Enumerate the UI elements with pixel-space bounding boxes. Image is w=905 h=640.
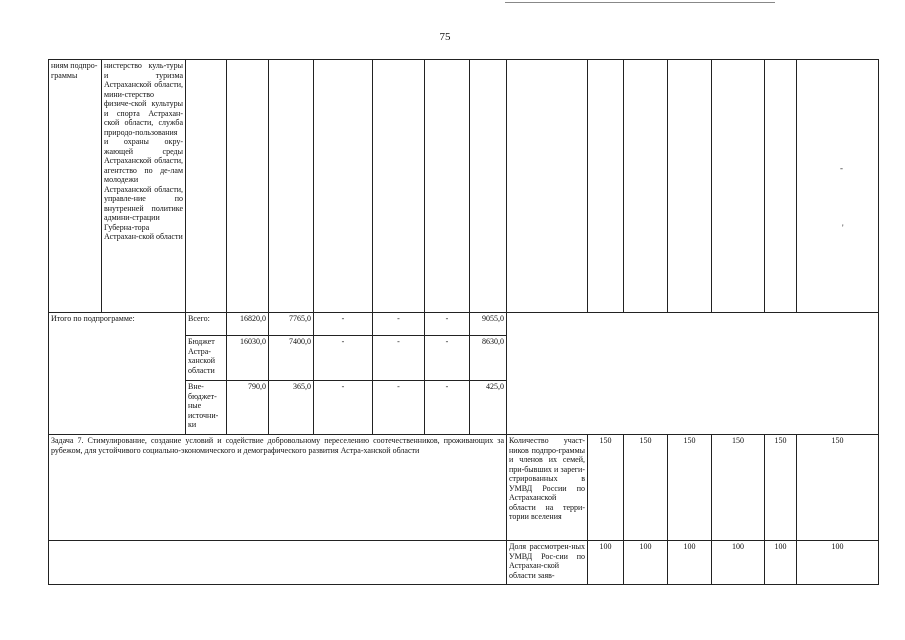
page-number: 75 bbox=[439, 31, 451, 43]
indicator-value: 100 bbox=[797, 541, 879, 585]
value-cell: - bbox=[425, 381, 470, 435]
cell-executors: нистерство куль-туры и туризма Астраханской области, мини-стерство физиче-ской культуры и спорта Астрахан-ской области, служба природо-пользования и охраны окру-жающей среды Астраханской области, агентство по де-лам молодежи Астраханской области, управле-ние по внутренней политике админи-страции Губерна-тора Астрахан-ской области bbox=[102, 60, 186, 313]
indicator-value: 100 bbox=[624, 541, 668, 585]
value-cell: - bbox=[373, 313, 425, 336]
indicator-value: 100 bbox=[765, 541, 797, 585]
table-row bbox=[49, 60, 879, 313]
empty-region bbox=[507, 313, 879, 435]
indicator-value: 100 bbox=[712, 541, 765, 585]
value-cell: 16820,0 bbox=[227, 313, 269, 336]
stray-mark: - bbox=[840, 163, 843, 173]
indicator-value: 150 bbox=[668, 435, 712, 541]
value-cell: 365,0 bbox=[269, 381, 314, 435]
indicator-value: 100 bbox=[588, 541, 624, 585]
indicator-value: 150 bbox=[588, 435, 624, 541]
value-cell: - bbox=[314, 313, 373, 336]
indicator-value: 150 bbox=[712, 435, 765, 541]
value-cell: - bbox=[373, 336, 425, 381]
table-row bbox=[49, 541, 879, 585]
value-cell: 7400,0 bbox=[269, 336, 314, 381]
value-cell: - bbox=[314, 381, 373, 435]
indicator-value: 150 bbox=[797, 435, 879, 541]
indicator-name: Количество участ-ников подпро-граммы и членов их семей, при-бывших и зареги-стрированных в УМВД России по Астраханской области на терри-тории вселения bbox=[507, 435, 588, 541]
value-cell: - bbox=[314, 336, 373, 381]
task-7-text: Задача 7. Стимулирование, создание условий и содействие добровольному переселению соотечественников, проживающих за рубежом, для устойчивого социально-экономического и демографического развития Астра-ханской области bbox=[49, 435, 507, 541]
table-row bbox=[49, 435, 879, 541]
indicator-name: Доля рассмотрен-ных УМВД Рос-сии по Астрахан-ской области заяв- bbox=[507, 541, 588, 585]
scan-edge-line bbox=[505, 2, 775, 3]
funding-source: Всего: bbox=[186, 313, 227, 336]
table-row bbox=[49, 313, 879, 336]
itogo-label: Итого по подпрограмме: bbox=[49, 313, 186, 435]
cell-subprogram-tasks: ниям подпро-граммы bbox=[49, 60, 102, 313]
value-cell: - bbox=[425, 313, 470, 336]
total-cell: 8630,0 bbox=[470, 336, 507, 381]
empty-task-cell bbox=[49, 541, 507, 585]
indicator-value: 100 bbox=[668, 541, 712, 585]
value-cell: - bbox=[425, 336, 470, 381]
total-cell: 9055,0 bbox=[470, 313, 507, 336]
funding-source: Бюджет Астра-ханской области bbox=[186, 336, 227, 381]
value-cell: 16030,0 bbox=[227, 336, 269, 381]
value-cell: 790,0 bbox=[227, 381, 269, 435]
funding-source: Вне-бюджет-ные источни-ки bbox=[186, 381, 227, 435]
stray-mark: ' bbox=[842, 223, 844, 233]
indicator-value: 150 bbox=[624, 435, 668, 541]
program-table bbox=[48, 59, 879, 585]
total-cell: 425,0 bbox=[470, 381, 507, 435]
value-cell: 7765,0 bbox=[269, 313, 314, 336]
indicator-value: 150 bbox=[765, 435, 797, 541]
value-cell: - bbox=[373, 381, 425, 435]
